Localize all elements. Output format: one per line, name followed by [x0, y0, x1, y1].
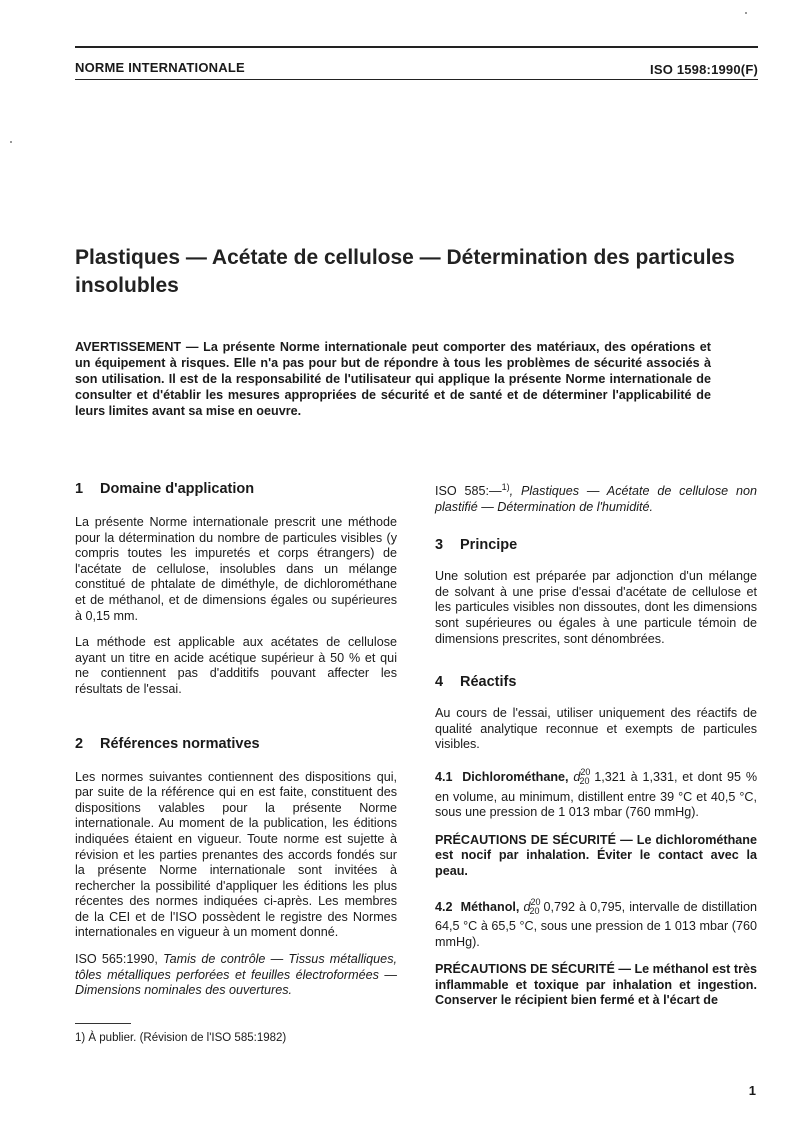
- reagent-name: Méthanol,: [460, 899, 520, 914]
- section-2-heading: [75, 735, 397, 753]
- section-number: 2: [75, 735, 84, 752]
- density-superscript: 20: [580, 766, 591, 777]
- section-title: Réactifs: [460, 674, 517, 691]
- reagent-number: 4.2: [435, 899, 453, 914]
- reference-iso-585: [435, 480, 757, 515]
- section-3-paragraph-1: Une solution est préparée par adjonction d'un mélange de solvant à une prise d'essai d'acétate de cellulose et les particules visibles non dissoutes, dont les dimensions sont supérieures ou égales à une particule témoin de dimensions prescrites, sont dénombrées.: [435, 569, 757, 646]
- section-2-paragraph-1: Les normes suivantes contiennent des dispositions qui, par suite de la référence qui en est faite, constituent des dispositions valables pour la présente Norme internationale. Au moment de la publication, les éditions indiquées étaient en vigueur. Toute norme est sujette à révision et les parties prenantes des accords fondés sur la présente Norme internationale sont invitées à rechercher la possibilité d'appliquer les éditions les plus récentes des normes indiquées ci-après. Les membres de la CEI et de l'ISO possèdent le registre des Normes internationales en vigueur à un moment donné.: [75, 769, 397, 940]
- header-standard-number: ISO 1598:1990(F): [650, 62, 758, 77]
- section-number: 1: [75, 481, 84, 497]
- footnote: 1) À publier. (Révision de l'ISO 585:1982): [75, 1032, 287, 1044]
- section-1-paragraph-1: La présente Norme internationale prescrit une méthode pour la détermination du nombre de particules visibles (y compris toutes les impuretés et corps étrangers) de l'acétate de cellulose, insolubles dans un mélange constitué de phtalate de diméthyle, de dichlorométhane et de méthanol, et de dimensions égales ou supérieures à 0,15 mm.: [75, 515, 397, 623]
- reagent-4-2: [435, 896, 757, 951]
- density-superscript: 20: [530, 896, 541, 907]
- footnote-rule: [75, 1023, 131, 1024]
- header-top-rule: [75, 46, 758, 48]
- section-4-paragraph-1: Au cours de l'essai, utiliser uniquement des réactifs de qualité analytique reconnue et exempts de particules visibles.: [435, 706, 757, 752]
- section-3-heading: [435, 536, 757, 554]
- reagent-number: 4.1: [435, 769, 453, 784]
- section-title: Domaine d'application: [100, 481, 255, 497]
- section-1-paragraph-2: La méthode est applicable aux acétates de cellulose ayant un titre en acide acétique supérieur à 50 % et qui ne contiennent pas d'additifs pouvant affecter les résultats de l'essai.: [75, 635, 397, 696]
- reference-code: ISO 565:1990,: [75, 952, 158, 967]
- scan-speck: [10, 141, 12, 143]
- safety-precaution-methanol: PRÉCAUTIONS DE SÉCURITÉ — Le méthanol est très inflammable et toxique par inhalation et ingestion. Conserver le récipient bien fermé et à l'écart de: [435, 962, 757, 1008]
- reference-code: ISO 585:—: [435, 484, 502, 498]
- density-subscript: 20: [529, 905, 540, 916]
- section-number: 4: [435, 674, 444, 691]
- safety-precaution-dichloromethane: PRÉCAUTIONS DE SÉCURITÉ — Le dichlorométhane est nocif par inhalation. Éviter le contact avec la peau.: [435, 832, 757, 878]
- right-column: [435, 480, 757, 1009]
- header-bottom-rule: [75, 79, 758, 80]
- density-symbol: d: [523, 899, 531, 914]
- section-1-heading: [75, 480, 397, 498]
- reference-iso-565: [75, 952, 397, 999]
- density-symbol: d: [573, 769, 581, 784]
- document-title: Plastiques — Acétate de cellulose — Détermination des particules insolubles: [75, 246, 735, 297]
- reagent-description: 0,792 à 0,795, intervalle de distillation 64,5 °C à 65,5 °C, sous une pression de 1 013 mbar (760 mmHg).: [435, 899, 757, 949]
- section-title: Références normatives: [100, 735, 260, 752]
- scan-speck: [745, 12, 747, 14]
- section-title: Principe: [460, 537, 518, 554]
- left-column: [75, 480, 397, 999]
- reference-title: Tamis de contrôle — Tissus métalliques, tôles métalliques perforées et feuilles électroformées — Dimensions nominales des ouvertures.: [75, 952, 397, 998]
- section-4-heading: [435, 673, 757, 691]
- reagent-4-1: [435, 766, 758, 821]
- reference-title: , Plastiques — Acétate de cellulose non plastifié — Détermination de l'humidité.: [435, 484, 757, 514]
- density-subscript: 20: [579, 775, 590, 786]
- footnote-marker: 1): [501, 482, 510, 492]
- section-number: 3: [435, 537, 444, 554]
- reagent-description: 1,321 à 1,331, et dont 95 % en volume, au minimum, distillent entre 39 °C et 40,5 °C, sous une pression de 1 013 mbar (760 mmHg).: [435, 769, 758, 820]
- header-standard-type: NORME INTERNATIONALE: [75, 60, 245, 75]
- page-number: 1: [748, 1083, 756, 1098]
- reagent-name: Dichlorométhane,: [462, 769, 569, 784]
- safety-warning: AVERTISSEMENT — La présente Norme internationale peut comporter des matériaux, des opérations et un équipement à risques. Elle n'a pas pour but de répondre à tous les problèmes de sécurité associés à son utilisation. Il est de la responsabilité de l'utilisateur qui applique la présente Norme internationale de consulter et d'établir les mesures appropriées de sécurité et de santé et de déterminer l'applicabilité de leurs limites avant sa mise en oeuvre.: [75, 340, 711, 418]
